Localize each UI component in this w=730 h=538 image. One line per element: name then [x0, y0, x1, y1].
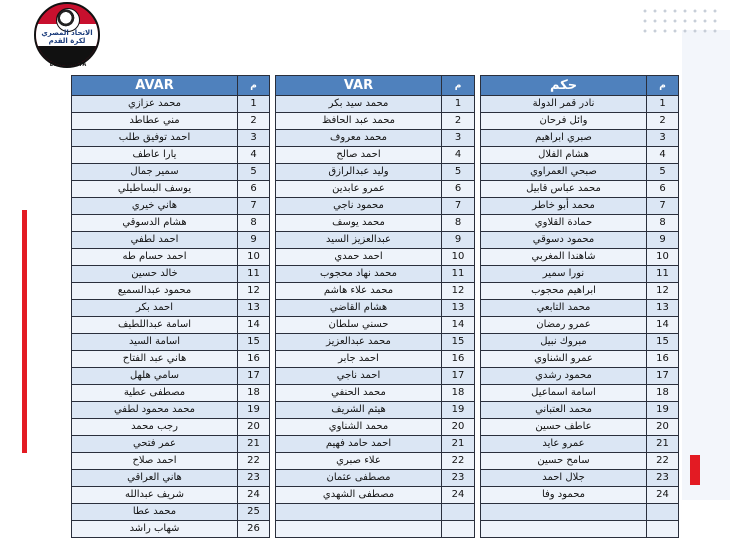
var-num-cell [442, 521, 475, 538]
avar-name-cell: سامي هلهل [72, 368, 238, 385]
var-num-cell: 12 [442, 283, 475, 300]
referee-num-cell: 5 [647, 164, 679, 181]
var-num-cell: 13 [442, 300, 475, 317]
var-name-cell: محمد نهاد محجوب [276, 266, 442, 283]
referee-num-cell: 16 [647, 351, 679, 368]
avar-name-cell: محمد عطا [72, 504, 238, 521]
referee-name-cell: محمود دسوقي [481, 232, 647, 249]
referee-name-cell [481, 521, 647, 538]
var-num-cell: 17 [442, 368, 475, 385]
avar-name-cell: احمد لطفي [72, 232, 238, 249]
referee-name-cell: هشام الفلال [481, 147, 647, 164]
referee-num-header: م [647, 76, 679, 96]
var-num-cell: 2 [442, 113, 475, 130]
var-name-cell: هشام القاضي [276, 300, 442, 317]
table-row [72, 351, 679, 368]
var-num-cell: 24 [442, 487, 475, 504]
var-name-cell: احمد حامد فهيم [276, 436, 442, 453]
var-name-cell: وليد عبدالرازق [276, 164, 442, 181]
var-num-cell: 1 [442, 96, 475, 113]
var-name-cell: مصطفى الشهدي [276, 487, 442, 504]
referee-num-cell: 11 [647, 266, 679, 283]
var-num-cell: 21 [442, 436, 475, 453]
avar-name-cell: احمد حسام طه [72, 249, 238, 266]
table-row [72, 317, 679, 334]
table-row [72, 113, 679, 130]
avar-num-cell: 26 [238, 521, 270, 538]
referee-name-cell [481, 504, 647, 521]
referees-table [71, 75, 679, 538]
referee-num-cell: 19 [647, 402, 679, 419]
referee-num-cell: 18 [647, 385, 679, 402]
logo-text: الاتحاد المصري لكرة القدم [41, 29, 93, 45]
referee-name-cell: وائل فرحان [481, 113, 647, 130]
red-accent-bar [22, 210, 27, 453]
red-accent-corner [690, 455, 700, 485]
var-num-header: م [442, 76, 475, 96]
avar-num-cell: 18 [238, 385, 270, 402]
avar-num-header: م [238, 76, 270, 96]
table-row [72, 334, 679, 351]
var-num-cell [442, 504, 475, 521]
table-row [72, 96, 679, 113]
avar-num-cell: 9 [238, 232, 270, 249]
header-row [72, 76, 679, 96]
referee-num-cell: 22 [647, 453, 679, 470]
referee-num-cell: 4 [647, 147, 679, 164]
table-row [72, 283, 679, 300]
var-name-cell: احمد جابر [276, 351, 442, 368]
avar-num-cell: 4 [238, 147, 270, 164]
referee-name-cell: محمد التابعي [481, 300, 647, 317]
var-name-cell: محمود ناجي [276, 198, 442, 215]
var-name-cell: محمد يوسف [276, 215, 442, 232]
var-num-cell: 4 [442, 147, 475, 164]
avar-num-cell: 5 [238, 164, 270, 181]
referee-num-cell: 2 [647, 113, 679, 130]
referee-num-cell: 17 [647, 368, 679, 385]
avar-num-cell: 1 [238, 96, 270, 113]
var-num-cell: 10 [442, 249, 475, 266]
avar-num-cell: 17 [238, 368, 270, 385]
referee-num-cell: 1 [647, 96, 679, 113]
table-row [72, 147, 679, 164]
avar-name-cell: احمد توفيق طلب [72, 130, 238, 147]
var-name-cell: علاء صبري [276, 453, 442, 470]
avar-name-cell: هشام الدسوقي [72, 215, 238, 232]
avar-name-cell: رجب محمد [72, 419, 238, 436]
avar-num-cell: 3 [238, 130, 270, 147]
referee-name-cell: محمود وفا [481, 487, 647, 504]
avar-name-cell: احمد بكر [72, 300, 238, 317]
table-row [72, 385, 679, 402]
avar-name-cell: هاني العراقي [72, 470, 238, 487]
var-name-cell [276, 521, 442, 538]
background-panel [682, 30, 730, 500]
table-row [72, 300, 679, 317]
var-name-cell: محمد عبد الحافظ [276, 113, 442, 130]
var-num-cell: 16 [442, 351, 475, 368]
var-header: VAR [276, 76, 442, 96]
avar-num-cell: 22 [238, 453, 270, 470]
referee-name-cell: صبحي العمراوي [481, 164, 647, 181]
avar-num-cell: 24 [238, 487, 270, 504]
var-name-cell: محمد الحنفي [276, 385, 442, 402]
referee-num-cell: 15 [647, 334, 679, 351]
referee-name-cell: شاهندا المغربي [481, 249, 647, 266]
var-num-cell: 9 [442, 232, 475, 249]
avar-name-cell: محمود عبدالسميع [72, 283, 238, 300]
avar-num-cell: 8 [238, 215, 270, 232]
avar-num-cell: 7 [238, 198, 270, 215]
table-row [72, 487, 679, 504]
avar-header: AVAR [72, 76, 238, 96]
referee-header: حكم [481, 76, 647, 96]
avar-name-cell: مني عطاطد [72, 113, 238, 130]
referee-name-cell: محمد أبو خاطر [481, 198, 647, 215]
table-row [72, 198, 679, 215]
avar-name-cell: شريف عبدالله [72, 487, 238, 504]
table-row [72, 419, 679, 436]
table-row [72, 368, 679, 385]
var-num-cell: 3 [442, 130, 475, 147]
referee-num-cell: 24 [647, 487, 679, 504]
avar-num-cell: 20 [238, 419, 270, 436]
table-row [72, 470, 679, 487]
avar-num-cell: 21 [238, 436, 270, 453]
avar-name-cell: يوسف البساطيلي [72, 181, 238, 198]
avar-name-cell: يارا عاطف [72, 147, 238, 164]
var-num-cell: 19 [442, 402, 475, 419]
var-name-cell: احمد صالح [276, 147, 442, 164]
referee-num-cell: 6 [647, 181, 679, 198]
table-row [72, 181, 679, 198]
var-name-cell: هيثم الشريف [276, 402, 442, 419]
avar-num-cell: 15 [238, 334, 270, 351]
avar-num-cell: 12 [238, 283, 270, 300]
referee-name-cell: جلال احمد [481, 470, 647, 487]
referee-name-cell: اسامة اسماعيل [481, 385, 647, 402]
avar-name-cell: اسامة السيد [72, 334, 238, 351]
referee-name-cell: صبري ابراهيم [481, 130, 647, 147]
referee-num-cell: 12 [647, 283, 679, 300]
avar-name-cell: مصطفى عطية [72, 385, 238, 402]
var-name-cell: احمد حمدي [276, 249, 442, 266]
referee-name-cell: محمد عباس قابيل [481, 181, 647, 198]
avar-name-cell: شهاب راشد [72, 521, 238, 538]
referee-name-cell: عمرو عايد [481, 436, 647, 453]
var-name-cell: احمد ناجي [276, 368, 442, 385]
var-num-cell: 5 [442, 164, 475, 181]
var-name-cell: حسني سلطان [276, 317, 442, 334]
referee-name-cell: عاطف حسين [481, 419, 647, 436]
referee-name-cell: عمرو الشناوي [481, 351, 647, 368]
referee-num-cell: 23 [647, 470, 679, 487]
egyptian-fa-logo [34, 2, 100, 68]
avar-name-cell: احمد صلاح [72, 453, 238, 470]
avar-num-cell: 10 [238, 249, 270, 266]
var-num-cell: 23 [442, 470, 475, 487]
referee-name-cell: حمادة القلاوي [481, 215, 647, 232]
table-row [72, 504, 679, 521]
avar-num-cell: 13 [238, 300, 270, 317]
avar-name-cell: اسامة عبداللطيف [72, 317, 238, 334]
referee-num-cell: 14 [647, 317, 679, 334]
avar-name-cell: عمر فتحي [72, 436, 238, 453]
avar-num-cell: 11 [238, 266, 270, 283]
avar-name-cell: خالد حسين [72, 266, 238, 283]
referee-num-cell: 21 [647, 436, 679, 453]
referee-num-cell: 7 [647, 198, 679, 215]
var-name-cell: محمد عبدالعزيز [276, 334, 442, 351]
var-name-cell: محمد سيد بكر [276, 96, 442, 113]
referee-num-cell: 13 [647, 300, 679, 317]
var-name-cell: عبدالعزيز السيد [276, 232, 442, 249]
avar-num-cell: 2 [238, 113, 270, 130]
referee-name-cell: مبروك نبيل [481, 334, 647, 351]
var-num-cell: 20 [442, 419, 475, 436]
table-row [72, 266, 679, 283]
var-num-cell: 7 [442, 198, 475, 215]
var-name-cell: محمد علاء هاشم [276, 283, 442, 300]
logo-caption: EGYPTIAN FA [49, 62, 87, 68]
dot-pattern [640, 6, 720, 36]
referee-name-cell: نورا سمير [481, 266, 647, 283]
referee-num-cell: 3 [647, 130, 679, 147]
var-num-cell: 11 [442, 266, 475, 283]
referee-num-cell: 9 [647, 232, 679, 249]
referee-num-cell: 8 [647, 215, 679, 232]
var-name-cell [276, 504, 442, 521]
table-row [72, 402, 679, 419]
avar-name-cell: محمد محمود لطفي [72, 402, 238, 419]
referee-name-cell: ابراهيم محجوب [481, 283, 647, 300]
referee-num-cell: 10 [647, 249, 679, 266]
var-num-cell: 22 [442, 453, 475, 470]
avar-num-cell: 14 [238, 317, 270, 334]
var-name-cell: محمد الشناوي [276, 419, 442, 436]
referee-name-cell: محمود رشدي [481, 368, 647, 385]
table-row [72, 215, 679, 232]
avar-name-cell: هاني خيري [72, 198, 238, 215]
avar-name-cell: هاني عبد الفتاح [72, 351, 238, 368]
var-num-cell: 18 [442, 385, 475, 402]
avar-num-cell: 19 [238, 402, 270, 419]
referee-name-cell: نادر قمر الدولة [481, 96, 647, 113]
table-row [72, 249, 679, 266]
referee-name-cell: محمد العتباني [481, 402, 647, 419]
table-row [72, 164, 679, 181]
var-num-cell: 14 [442, 317, 475, 334]
referee-num-cell [647, 504, 679, 521]
var-num-cell: 6 [442, 181, 475, 198]
referee-num-cell [647, 521, 679, 538]
var-num-cell: 8 [442, 215, 475, 232]
var-num-cell: 15 [442, 334, 475, 351]
var-name-cell: عمرو عابدين [276, 181, 442, 198]
table-row [72, 436, 679, 453]
referee-name-cell: عمرو رمضان [481, 317, 647, 334]
table-row [72, 130, 679, 147]
referee-name-cell: سامح حسين [481, 453, 647, 470]
var-name-cell: محمد معروف [276, 130, 442, 147]
table-row [72, 453, 679, 470]
avar-num-cell: 25 [238, 504, 270, 521]
avar-num-cell: 6 [238, 181, 270, 198]
table-row [72, 232, 679, 249]
table-row [72, 521, 679, 538]
referee-num-cell: 20 [647, 419, 679, 436]
var-name-cell: مصطفى عثمان [276, 470, 442, 487]
avar-name-cell: محمد عزازي [72, 96, 238, 113]
avar-num-cell: 16 [238, 351, 270, 368]
avar-name-cell: سمير جمال [72, 164, 238, 181]
avar-num-cell: 23 [238, 470, 270, 487]
